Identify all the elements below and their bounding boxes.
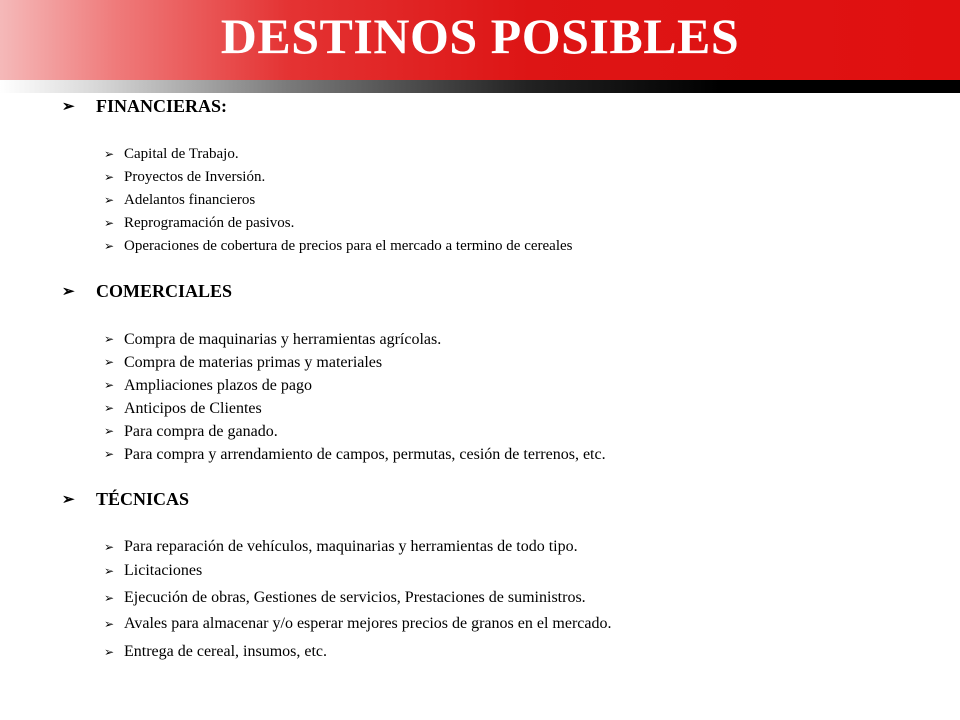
arrow-bullet-icon: ➢ [104,193,115,207]
arrow-bullet-icon: ➢ [62,283,75,300]
arrow-bullet-icon: ➢ [104,239,115,253]
arrow-bullet-icon: ➢ [104,616,115,631]
arrow-bullet-icon: ➢ [62,491,75,508]
list-item: ➢ Entrega de cereal, insumos, etc. [104,643,328,660]
arrow-bullet-icon: ➢ [104,590,115,605]
arrow-bullet-icon: ➢ [104,447,115,461]
list-item: ➢ Adelantos financieros [104,192,256,208]
list-item: ➢ Ampliaciones plazos de pago [104,376,312,394]
arrow-bullet-icon: ➢ [104,332,115,346]
list-item: ➢ Capital de Trabajo. [104,146,239,162]
financieras-list [104,143,573,258]
section-financieras [62,95,227,117]
arrow-bullet-icon: ➢ [62,98,75,115]
arrow-bullet-icon: ➢ [104,355,115,369]
list-item: ➢ Ejecución de obras, Gestiones de servicios, Prestaciones de suministros. [104,589,586,606]
list-item: ➢ Anticipos de Clientes [104,399,262,417]
list-item: ➢ Proyectos de Inversión. [104,169,266,185]
arrow-bullet-icon: ➢ [104,539,115,554]
tecnicas-list [104,535,611,665]
list-item: ➢ Operaciones de cobertura de precios para el mercado a termino de cereales [104,238,573,254]
section-comerciales [62,280,232,302]
section-heading: TÉCNICAS [96,488,190,509]
list-item: ➢ Para compra y arrendamiento de campos, permutas, cesión de terrenos, etc. [104,445,606,463]
section-tecnicas [62,488,189,510]
arrow-bullet-icon: ➢ [104,424,115,438]
section-heading: COMERCIALES [96,280,233,301]
arrow-bullet-icon: ➢ [104,378,115,392]
list-item: ➢ Reprogramación de pasivos. [104,215,295,231]
list-item: ➢ Para reparación de vehículos, maquinarias y herramientas de todo tipo. [104,538,578,555]
arrow-bullet-icon: ➢ [104,216,115,230]
arrow-bullet-icon: ➢ [104,147,115,161]
section-heading: FINANCIERAS: [96,95,228,116]
list-item: ➢ Avales para almacenar y/o esperar mejores precios de granos en el mercado. [104,615,612,632]
arrow-bullet-icon: ➢ [104,563,115,578]
arrow-bullet-icon: ➢ [104,401,115,415]
list-item: ➢ Compra de materias primas y materiales [104,353,383,371]
arrow-bullet-icon: ➢ [104,644,115,659]
list-item: ➢ Compra de maquinarias y herramientas agrícolas. [104,330,442,348]
page-title: DESTINOS POSIBLES [220,8,740,64]
arrow-bullet-icon: ➢ [104,170,115,184]
header-divider [0,80,960,93]
list-item: ➢ Licitaciones [104,562,203,579]
list-item: ➢ Para compra de ganado. [104,422,278,440]
comerciales-list [104,328,606,466]
